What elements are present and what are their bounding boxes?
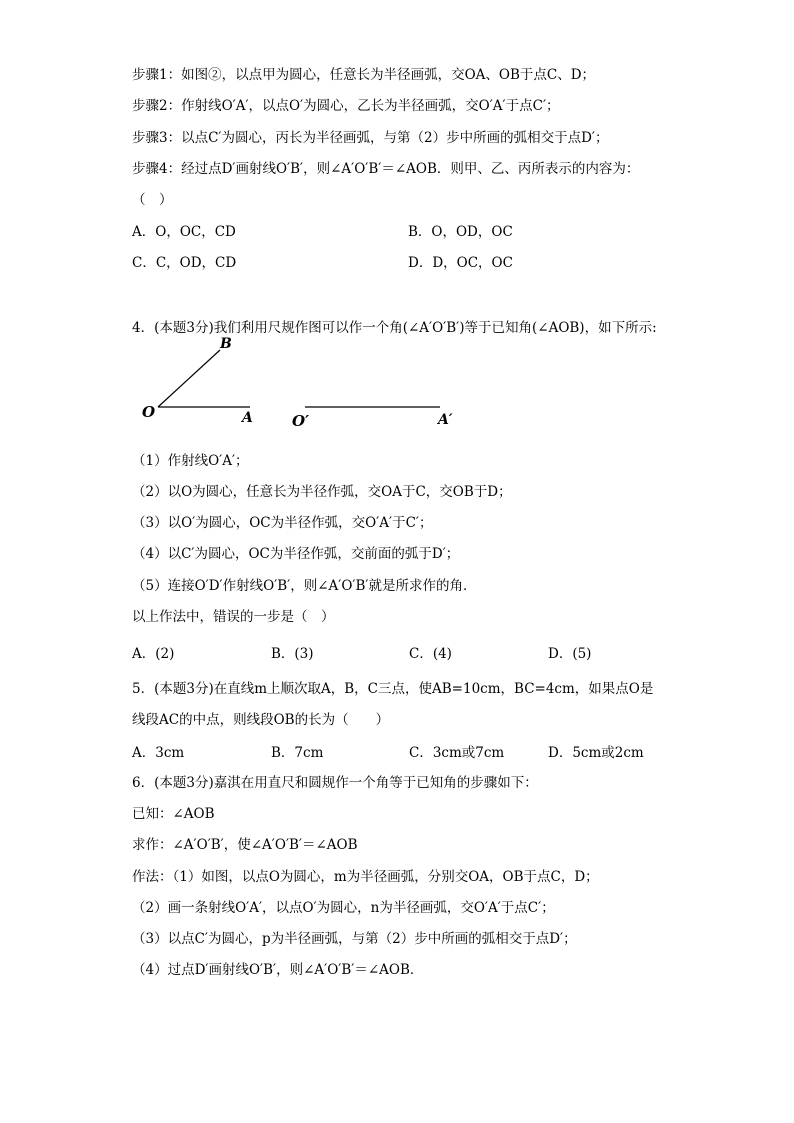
q4-ask: 以上作法中，错误的一步是（ ） bbox=[132, 609, 335, 625]
label-o-prime: O′ bbox=[292, 412, 310, 430]
angle-figure bbox=[130, 330, 470, 440]
q5-option-b: B．7cm bbox=[271, 745, 324, 761]
q6-method2: （2）画一条射线O′A′，以点O′为圆心，n为半径画弧，交O′A′于点C′； bbox=[132, 900, 555, 916]
q5-option-a: A．3cm bbox=[132, 745, 185, 761]
q4-step2: （2）以O为圆心，任意长为半径作弧，交OA于C，交OB于D； bbox=[132, 484, 512, 500]
q4-stem: 4．(本题3分)我们利用尺规作图可以作一个角(∠A′O′B′)等于已知角(∠AOB)，如下所示: bbox=[132, 320, 657, 336]
q6-known: 已知：∠AOB bbox=[132, 806, 215, 822]
q3-option-a: A．O，OC，CD bbox=[132, 224, 236, 240]
q4-option-d: D．(5) bbox=[548, 646, 592, 662]
q5-option-d: D．5cm或2cm bbox=[548, 745, 644, 761]
q4-option-b: B．(3) bbox=[271, 646, 314, 662]
q4-option-a: A．(2) bbox=[132, 646, 175, 662]
q4-step3: （3）以O′为圆心，OC为半径作弧，交O′A′于C′； bbox=[132, 515, 433, 531]
q6-method4: （4）过点D′画射线O′B′，则∠A′O′B′＝∠AOB． bbox=[132, 962, 424, 978]
q3-option-c: C．C，OD，CD bbox=[132, 255, 237, 271]
q4-step4: （4）以C′为圆心，OC为半径作弧，交前面的弧于D′； bbox=[132, 546, 460, 562]
q3-option-b: B．O，OD，OC bbox=[408, 224, 513, 240]
q5-option-c: C．3cm或7cm bbox=[409, 745, 505, 761]
q5-line2: 线段AC的中点，则线段OB的长为（ ） bbox=[132, 712, 390, 728]
q4-option-c: C．(4) bbox=[409, 646, 452, 662]
label-b: B bbox=[220, 336, 232, 352]
q3-step2: 步骤2：作射线O′A′，以点O′为圆心，乙长为半径画弧，交O′A′于点C′； bbox=[132, 98, 560, 114]
label-a-prime: A′ bbox=[438, 412, 453, 428]
q5-line1: 5．(本题3分)在直线m上顺次取A，B，C三点，使AB=10cm，BC=4cm，如果点O是 bbox=[132, 681, 654, 697]
q6-find: 求作：∠A′O′B′，使∠A′O′B′＝∠AOB bbox=[132, 837, 358, 853]
label-a: A bbox=[242, 410, 253, 426]
q3-step3: 步骤3：以点C′为圆心，丙长为半径画弧，与第（2）步中所画的弧相交于点D′； bbox=[132, 130, 609, 146]
q4-step5: （5）连接O′D′作射线O′B′，则∠A′O′B′就是所求作的角． bbox=[132, 578, 477, 594]
label-o: O bbox=[142, 403, 156, 421]
q6-method1: 作法：（1）如图，以点O为圆心，m为半径画弧，分别交OA，OB于点C，D； bbox=[132, 869, 599, 885]
q6-method3: （3）以点C′为圆心，p为半径画弧，与第（2）步中所画的弧相交于点D′； bbox=[132, 931, 577, 947]
q6-stem: 6．(本题3分)嘉淇在用直尺和圆规作一个角等于已知角的步骤如下： bbox=[132, 775, 538, 791]
q3-step1: 步骤1：如图②，以点甲为圆心，任意长为半径画弧，交OA、OB于点C、D； bbox=[132, 67, 596, 83]
q3-option-d: D．D，OC，OC bbox=[408, 255, 513, 271]
q3-step4: 步骤4：经过点D′画射线O′B′，则∠A′O′B′＝∠AOB．则甲、乙、丙所表示的内容为： bbox=[132, 161, 640, 177]
ray-ob bbox=[158, 350, 220, 407]
q4-step1: （1）作射线O′A′； bbox=[132, 453, 249, 469]
q3-answer-paren: （ ） bbox=[132, 192, 173, 208]
